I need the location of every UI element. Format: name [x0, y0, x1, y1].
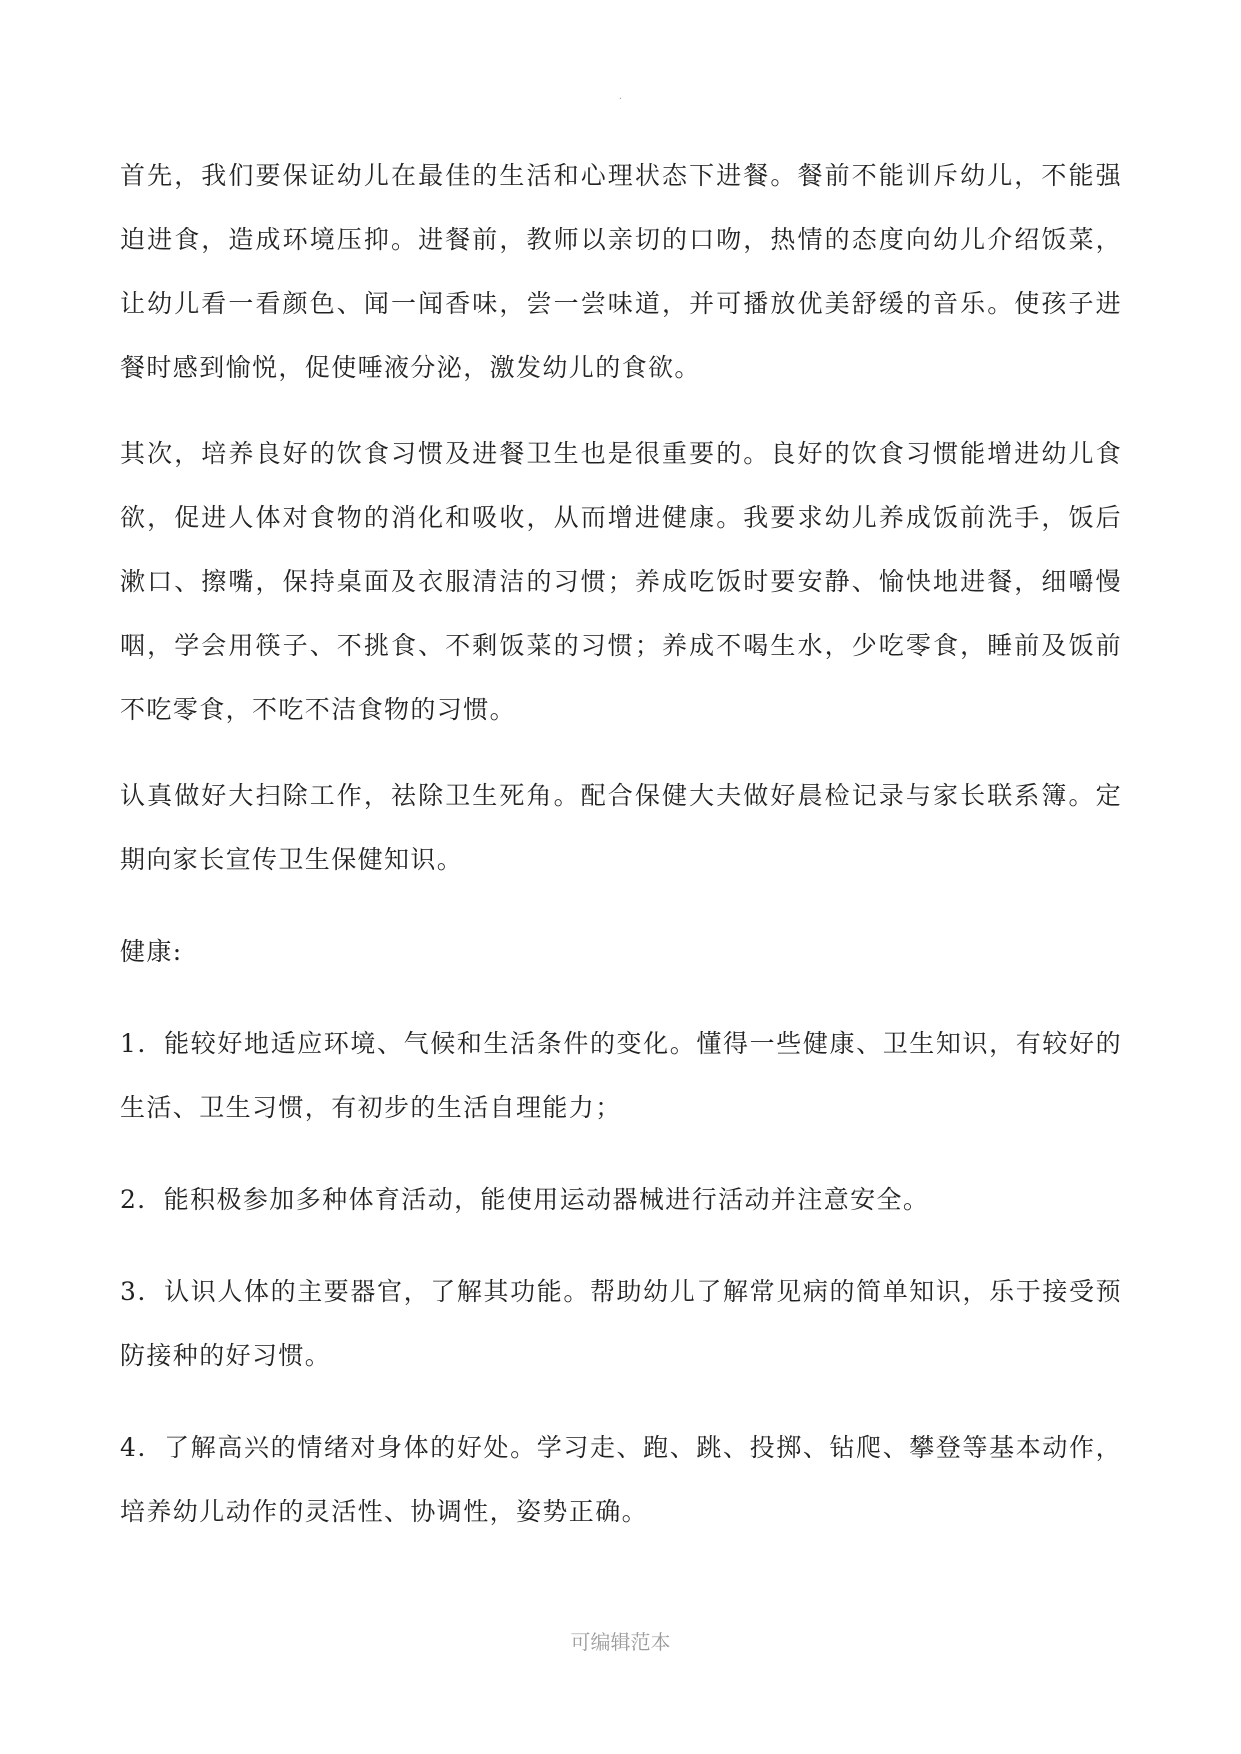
list-item-2: 2．能积极参加多种体育活动，能使用运动器械进行活动并注意安全。: [120, 1185, 930, 1214]
paragraph-cleaning: 认真做好大扫除工作，祛除卫生死角。配合保健大夫做好晨检记录与家长联系簿。定期向家长宣传卫生保健知识。: [120, 781, 1122, 874]
document-body: [120, 144, 1122, 1544]
paragraph-eating-habits: 其次，培养良好的饮食习惯及进餐卫生也是很重要的。良好的饮食习惯能增进幼儿食欲，促进人体对食物的消化和吸收，从而增进健康。我要求幼儿养成饭前洗手，饭后漱口、擦嘴，保持桌面及衣服清洁的习惯；养成吃饭时要安静、愉快地进餐，细嚼慢咽，学会用筷子、不挑食、不剩饭菜的习惯；养成不喝生水，少吃零食，睡前及饭前不吃零食，不吃不洁食物的习惯。: [120, 439, 1122, 724]
list-item-3: 3．认识人体的主要器官，了解其功能。帮助幼儿了解常见病的简单知识，乐于接受预防接种的好习惯。: [120, 1277, 1122, 1370]
list-item-1: 1．能较好地适应环境、气候和生活条件的变化。懂得一些健康、卫生知识，有较好的生活、卫生习惯，有初步的生活自理能力；: [120, 1029, 1122, 1122]
section-heading-health: 健康:: [120, 937, 183, 966]
list-item-4: 4．了解高兴的情绪对身体的好处。学习走、跑、跳、投掷、钻爬、攀登等基本动作，培养幼儿动作的灵活性、协调性，姿势正确。: [120, 1433, 1122, 1526]
header-mark: .: [618, 91, 623, 102]
paragraph-meal-atmosphere: 首先，我们要保证幼儿在最佳的生活和心理状态下进餐。餐前不能训斥幼儿，不能强迫进食，造成环境压抑。进餐前，教师以亲切的口吻，热情的态度向幼儿介绍饭菜，让幼儿看一看颜色、闻一闻香味，尝一尝味道，并可播放优美舒缓的音乐。使孩子进餐时感到愉悦，促使唾液分泌，激发幼儿的食欲。: [120, 161, 1122, 382]
page-footer: 可编辑范本: [570, 1630, 671, 1654]
